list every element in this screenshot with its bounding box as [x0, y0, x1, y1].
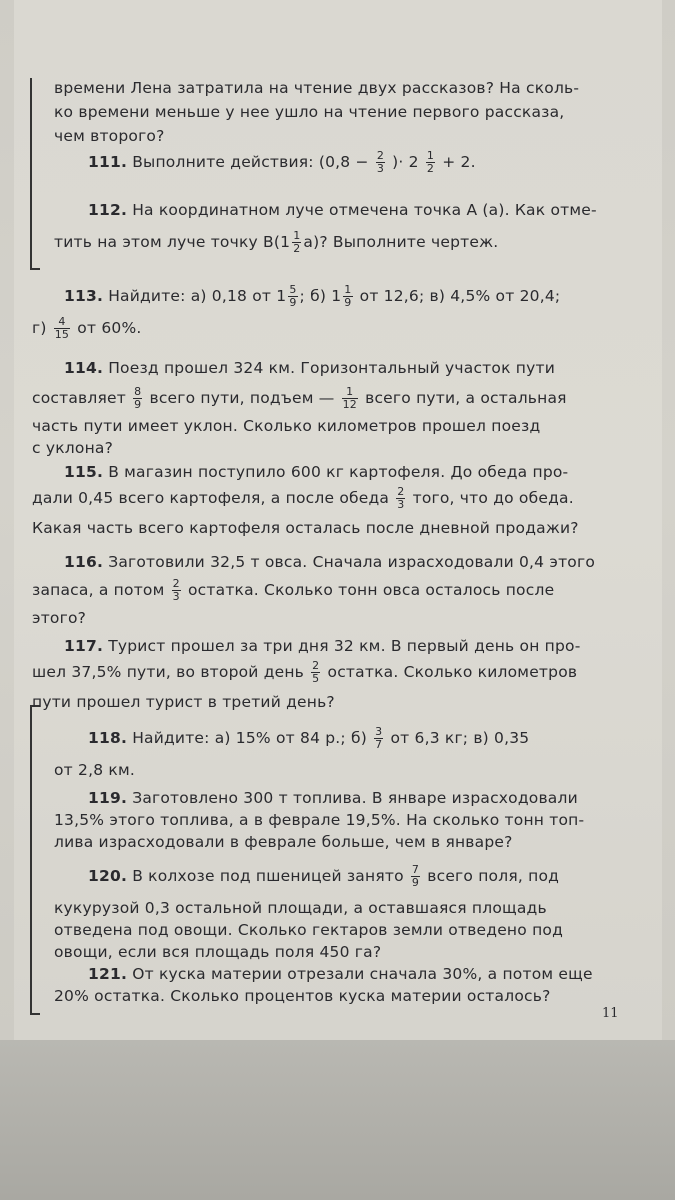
fraction: $\frac{2}{5}$	[312, 659, 320, 685]
text-line: овощи, если вся площадь поля 450 га?	[54, 943, 382, 961]
problem-115-line2: дали 0,45 всего картофеля, а после обеда $\frac{2}{3}$ того, что до обеда.	[32, 485, 574, 511]
problem-number: 120.	[88, 867, 128, 885]
problem-117-line2: шел 37,5% пути, во второй день $\frac{2}{5}$ остатка. Сколько километров	[32, 659, 578, 685]
problem-112	[88, 198, 597, 222]
fraction: $\frac{2}{3}$	[376, 149, 385, 175]
math-expression: + 2.	[442, 153, 476, 171]
page-number: 11	[602, 1006, 619, 1021]
text-line: пути прошел турист в третий день?	[32, 693, 335, 711]
problem-113: 113. Найдите: а) 0,18 от 1 $\frac{5}{9}$ ; б) 1 $\frac{1}{9}$ от 12,6; в) 4,5% от 20,4;	[64, 283, 561, 309]
problem-number: 116.	[64, 553, 104, 571]
problem-119: 119. Заготовлено 300 т топлива. В январе израсходовали	[88, 789, 578, 807]
fabric-background	[0, 1040, 675, 1200]
problem-112-line2: тить на этом луче точку B(1 $\frac{1}{2}$ a)? Выполните чертеж.	[54, 229, 499, 255]
problem-number: 115.	[64, 463, 104, 481]
text-line: отведена под овощи. Сколько гектаров земли отведено под	[54, 921, 564, 939]
problem-number: 118.	[88, 729, 128, 747]
problem-116: 116. Заготовили 32,5 т овса. Сначала израсходовали 0,4 этого	[64, 553, 596, 571]
text-line: 13,5% этого топлива, а в феврале 19,5%. На сколько тонн топ-	[54, 811, 585, 829]
problem-number: 113.	[64, 287, 104, 305]
text-line: с уклона?	[32, 439, 114, 457]
left-bracket-bottom	[30, 705, 32, 1015]
problem-120: 120. В колхозе под пшеницей занято $\frac{7}{9}$ всего поля, под	[88, 863, 560, 889]
fraction: $\frac{1}{2}$	[426, 149, 435, 175]
problem-number: 111.	[88, 153, 128, 171]
problem-115: 115. В магазин поступило 600 кг картофеля. До обеда про-	[64, 463, 569, 481]
left-bracket-top-foot	[30, 268, 40, 270]
problem-text: Выполните действия:	[132, 153, 314, 171]
fraction: $\frac{1}{2}$	[293, 229, 301, 255]
problem-text: На координатном луче отмечена точка A (a). Как отме-	[132, 201, 597, 219]
text-line: 20% остатка. Сколько процентов куска материи осталось?	[54, 987, 551, 1005]
left-bracket-bottom-foot	[30, 1013, 40, 1015]
text-line: часть пути имеет уклон. Сколько километров прошел поезд	[32, 417, 541, 435]
fraction: $\frac{1}{9}$	[344, 283, 352, 309]
problem-117: 117. Турист прошел за три дня 32 км. В первый день он про-	[64, 637, 581, 655]
text-line: этого?	[32, 609, 87, 627]
fraction: $\frac{2}{3}$	[397, 485, 405, 511]
fraction: $\frac{5}{9}$	[289, 283, 297, 309]
fraction: $\frac{7}{9}$	[411, 863, 420, 889]
problem-121: 121. От куска материи отрезали сначала 30%, а потом еще	[88, 965, 593, 983]
fraction: $\frac{2}{3}$	[172, 577, 180, 603]
math-expression: (0,8 −	[318, 153, 369, 171]
problem-114: 114. Поезд прошел 324 км. Горизонтальный участок пути	[64, 359, 555, 377]
problem-number: 117.	[64, 637, 104, 655]
text-line: ко времени меньше у нее ушло на чтение первого рассказа,	[54, 103, 565, 121]
fraction: $\frac{4}{15}$	[54, 315, 70, 341]
left-bracket-top	[30, 78, 32, 268]
problem-118: 118. Найдите: а) 15% от 84 р.; б) $\frac{3}{7}$ от 6,3 кг; в) 0,35	[88, 725, 530, 751]
problem-number: 112.	[88, 201, 128, 219]
fraction: $\frac{3}{7}$	[375, 725, 383, 751]
fraction: $\frac{1}{12}$	[342, 385, 357, 411]
text-line: времени Лена затратила на чтение двух рассказов? На сколь-	[54, 79, 580, 97]
problem-114-line2: составляет $\frac{8}{9}$ всего пути, подъем — $\frac{1}{12}$ всего пути, а остальная	[32, 385, 567, 411]
problem-number: 121.	[88, 965, 128, 983]
text-line: от 2,8 км.	[54, 761, 135, 779]
text-line: чем второго?	[54, 127, 165, 145]
fraction: $\frac{8}{9}$	[134, 385, 142, 411]
math-expression: )· 2	[392, 153, 419, 171]
problem-111	[88, 150, 476, 175]
problem-number: 114.	[64, 359, 104, 377]
text-line: кукурузой 0,3 остальной площади, а оставшаяся площадь	[54, 899, 547, 917]
text-line: Какая часть всего картофеля осталась после дневной продажи?	[32, 519, 579, 537]
text-line: лива израсходовали в феврале больше, чем в январе?	[54, 833, 513, 851]
problem-number: 119.	[88, 789, 128, 807]
problem-116-line2: запаса, а потом $\frac{2}{3}$ остатка. Сколько тонн овса осталось после	[32, 577, 555, 603]
problem-113-line2: г) $\frac{4}{15}$ от 60%.	[32, 315, 142, 341]
